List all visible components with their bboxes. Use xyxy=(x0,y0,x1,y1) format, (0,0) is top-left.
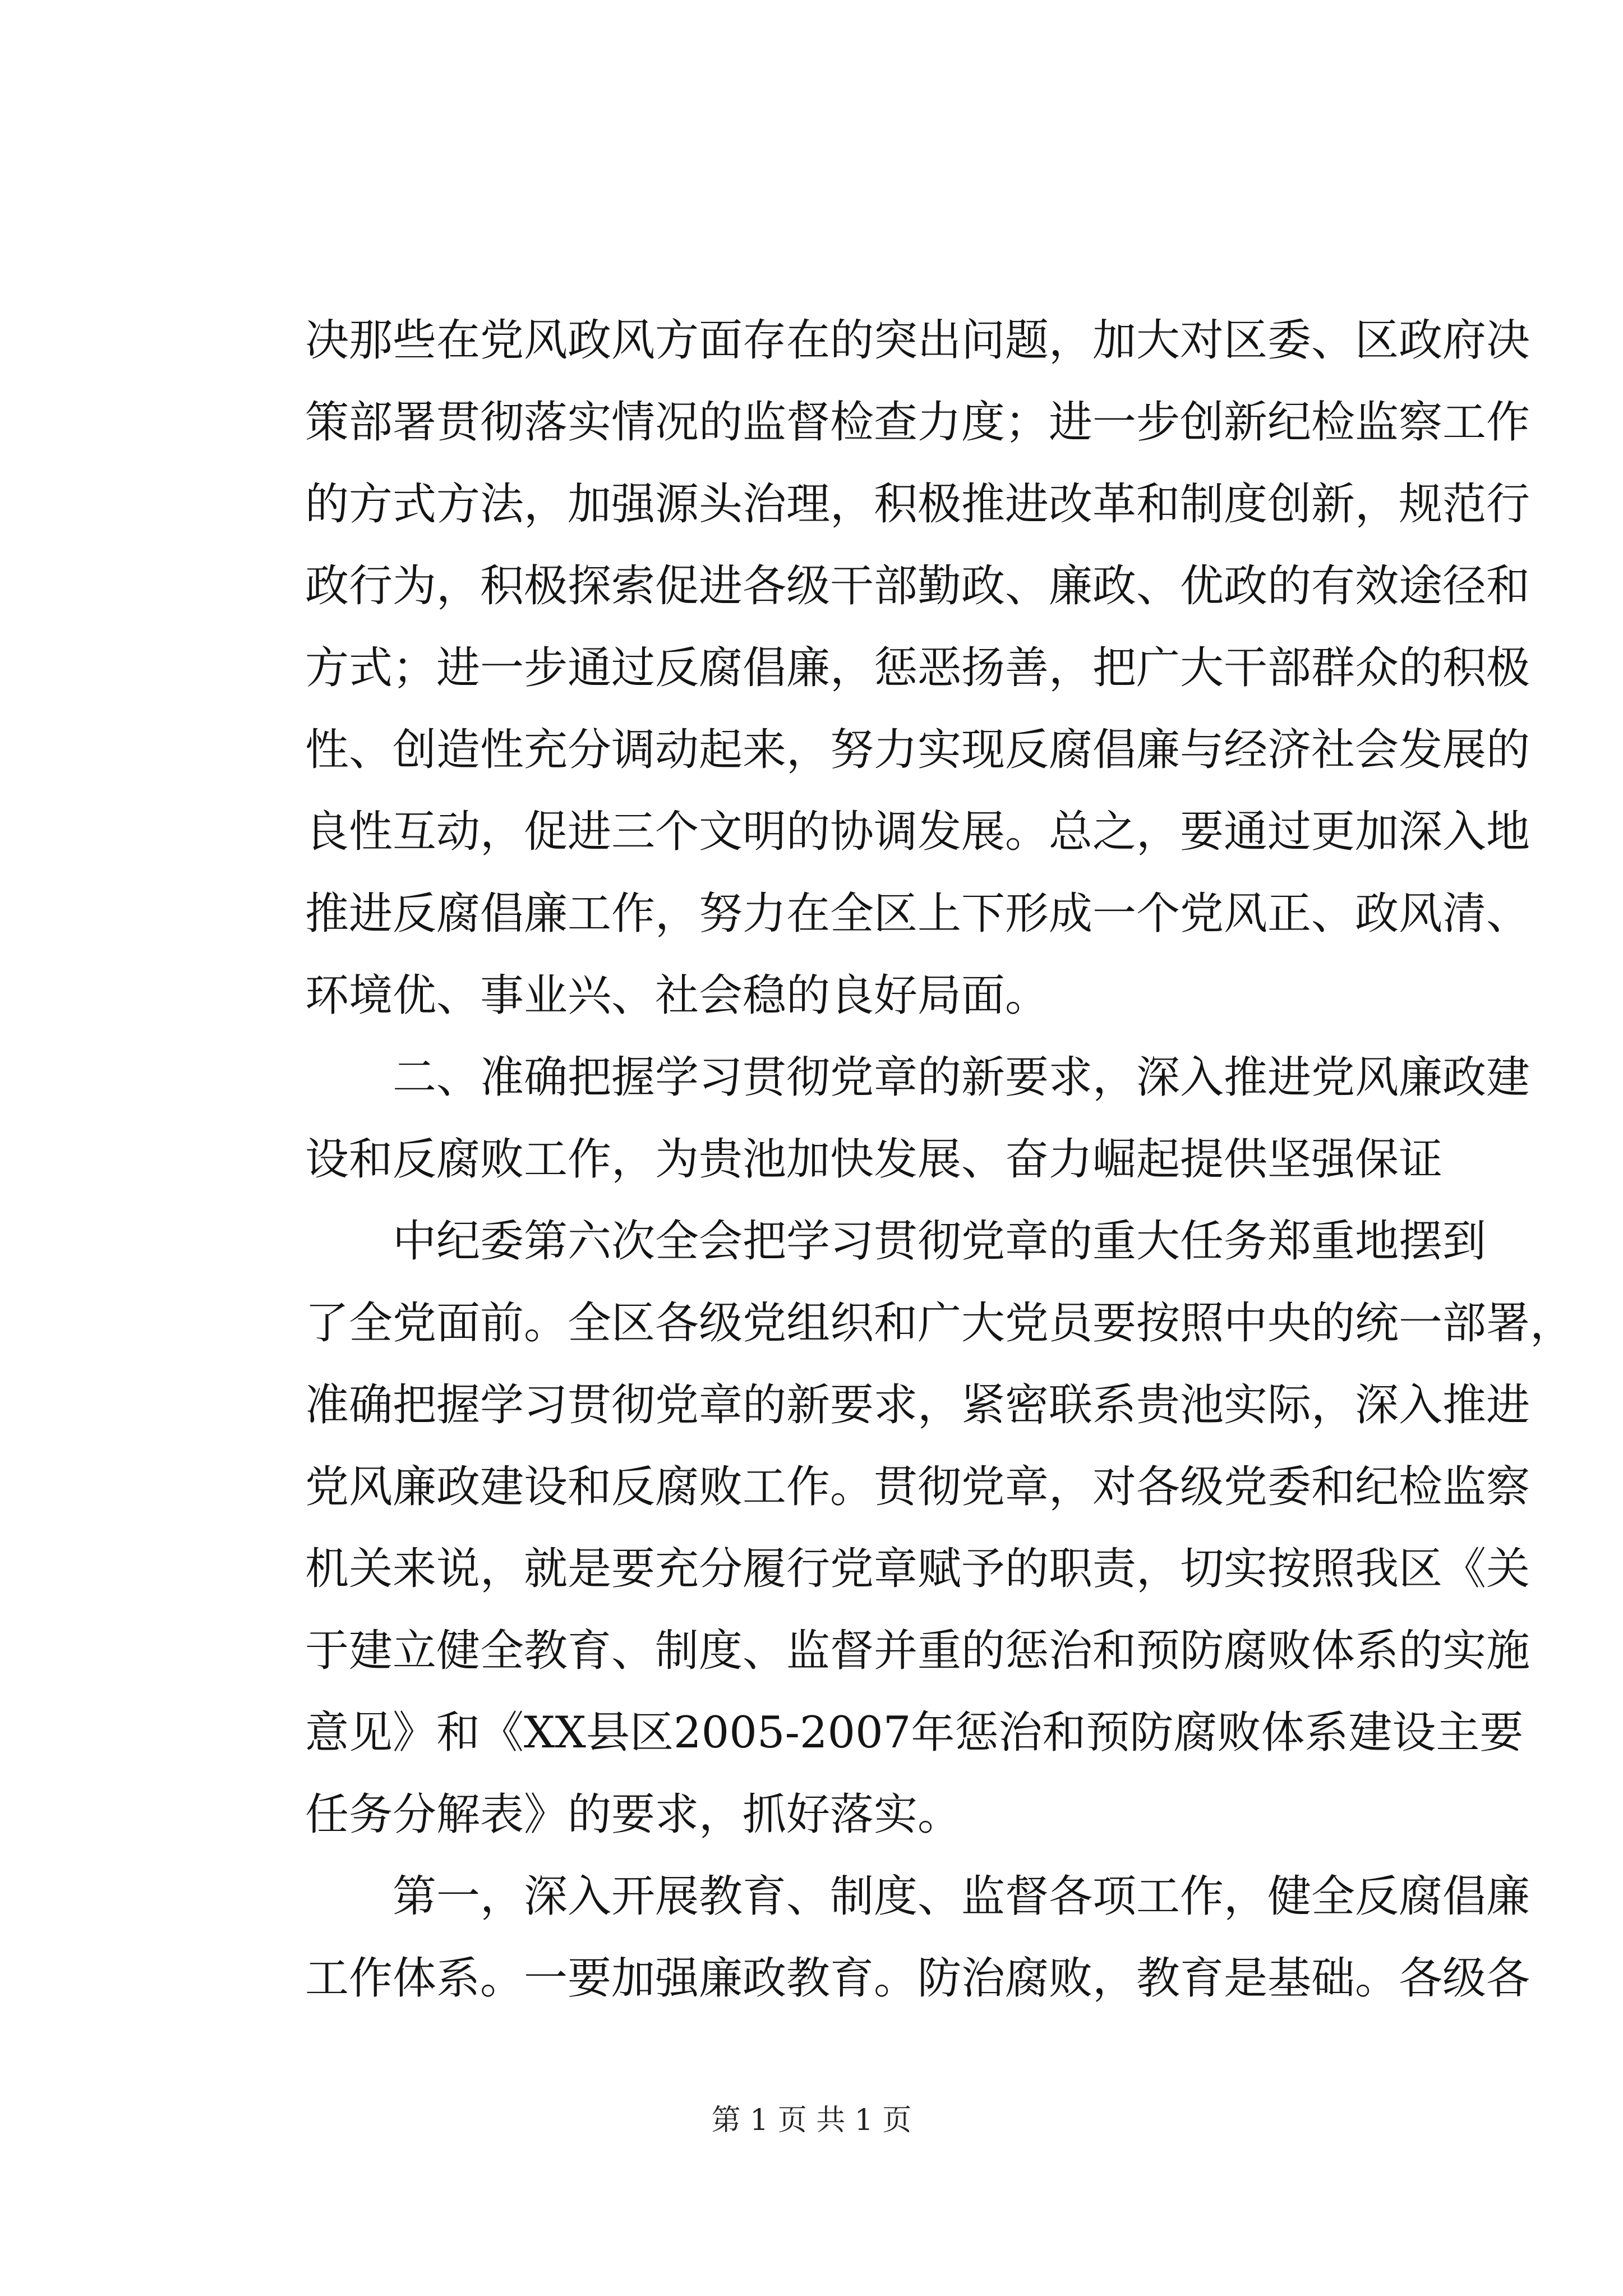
text-line: 方式；进一步通过反腐倡廉，惩恶扬善，把广大干部群众的积极 xyxy=(305,643,1530,693)
text-line: 任务分解表》的要求，抓好落实。 xyxy=(305,1789,962,1840)
document-body xyxy=(305,300,1574,2019)
text-line: 良性互动，促进三个文明的协调发展。总之，要通过更加深入地 xyxy=(305,807,1530,857)
text-line: 决那些在党风政风方面存在的突出问题，加大对区委、区政府决 xyxy=(305,315,1530,366)
section-heading-line: 二、准确把握学习贯彻党章的新要求，深入推进党风廉政建 xyxy=(305,1052,1530,1103)
text-line: 了全党面前。全区各级党组织和广大党员要按照中央的统一部署， xyxy=(305,1298,1574,1349)
text-line: 党风廉政建设和反腐败工作。贯彻党章，对各级党委和纪检监察 xyxy=(305,1462,1530,1512)
text-line: 第一，深入开展教育、制度、监督各项工作，健全反腐倡廉 xyxy=(305,1871,1530,1922)
text-line: 工作体系。一要加强廉政教育。防治腐败，教育是基础。各级各 xyxy=(305,1953,1530,2004)
text-line: 机关来说，就是要充分履行党章赋予的职责，切实按照我区《关 xyxy=(305,1544,1530,1594)
section-heading-line: 设和反腐败工作，为贵池加快发展、奋力崛起提供坚强保证 xyxy=(305,1134,1443,1185)
text-line: 性、创造性充分调动起来，努力实现反腐倡廉与经济社会发展的 xyxy=(305,725,1530,775)
text-line: 的方式方法，加强源头治理，积极推进改革和制度创新，规范行 xyxy=(305,479,1530,530)
page-number-footer: 第 1 页 共 1 页 xyxy=(711,2104,912,2137)
text-line: 于建立健全教育、制度、监督并重的惩治和预防腐败体系的实施 xyxy=(305,1626,1530,1676)
text-line: 意见》和《XX县区2005-2007年惩治和预防腐败体系建设主要 xyxy=(305,1708,1524,1758)
text-line: 政行为，积极探索促进各级干部勤政、廉政、优政的有效途径和 xyxy=(305,561,1530,611)
text-line: 策部署贯彻落实情况的监督检查力度；进一步创新纪检监察工作 xyxy=(305,397,1530,448)
text-line: 推进反腐倡廉工作，努力在全区上下形成一个党风正、政风清、 xyxy=(305,889,1530,939)
text-line: 准确把握学习贯彻党章的新要求，紧密联系贵池实际，深入推进 xyxy=(305,1380,1530,1430)
text-line: 环境优、事业兴、社会稳的良好局面。 xyxy=(305,970,1049,1021)
text-line: 中纪委第六次全会把学习贯彻党章的重大任务郑重地摆到 xyxy=(305,1216,1487,1267)
